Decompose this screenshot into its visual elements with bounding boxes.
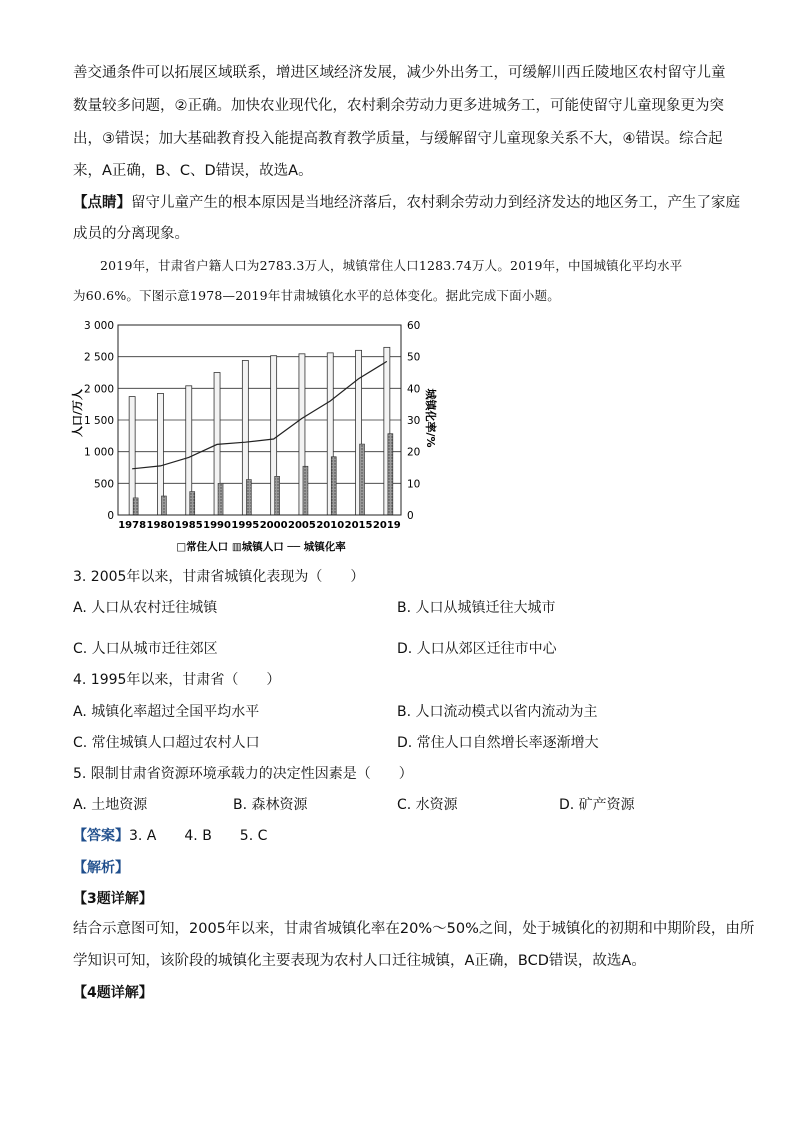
x-axis-ticks: [118, 520, 401, 531]
text-line: 出，③错误；加大基础教育投入能提高教育教学质量，与缓解留守儿童现象关系不大，④错误。综合起: [73, 131, 723, 147]
y-left-tick-label: 0: [107, 510, 114, 522]
bar-urban: [360, 444, 365, 515]
y-right-tick-label: 0: [407, 510, 414, 522]
bar-urban: [161, 496, 166, 515]
detail4-tag: 【4题详解】: [73, 985, 153, 1001]
x-tick-label: 1980: [146, 520, 175, 531]
x-tick-label: 2005: [288, 520, 316, 531]
bar-resident: [129, 397, 135, 515]
analysis-tag: 【解析】: [73, 860, 129, 876]
dianjing-text: 留守儿童产生的根本原因是当地经济落后，农村剩余劳动力到经济发达的地区务工，产生了家庭: [131, 195, 740, 211]
option: D. 矿产资源: [559, 797, 635, 813]
option: C. 常住城镇人口超过农村人口: [73, 735, 260, 751]
x-tick-label: 2010: [316, 520, 345, 531]
option: B. 人口流动模式以省内流动为主: [397, 704, 598, 720]
chart-bars: [129, 347, 393, 515]
chart-legend: □常住人口 ▥城镇人口 ── 城镇化率: [176, 541, 346, 553]
option: C. 水资源: [397, 797, 458, 813]
option: B. 森林资源: [233, 797, 308, 813]
dianjing-tag: 【点睛】: [73, 195, 131, 211]
y-right-tick-label: 10: [407, 478, 421, 491]
detail3-tag: 【3题详解】: [73, 891, 153, 907]
left-axis-ticks: [84, 320, 114, 522]
x-tick-label: 2019: [372, 520, 401, 531]
y-left-tick-label: 2 000: [83, 383, 114, 396]
option: C. 人口从城市迁往郊区: [73, 641, 218, 657]
text-line: 成员的分离现象。: [73, 226, 189, 242]
question-stem: 5. 限制甘肃省资源环境承载力的决定性因素是（ ）: [73, 766, 413, 782]
y-right-tick-label: 30: [407, 415, 421, 427]
text-line: 学知识可知，该阶段的城镇化主要表现为农村人口迁往城镇，A正确，BCD错误，故选A。: [73, 953, 646, 969]
y-right-label: 城镇化率/%: [424, 388, 437, 448]
option: A. 土地资源: [73, 797, 148, 813]
option: A. 人口从农村迁往城镇: [73, 600, 218, 616]
bar-urban: [133, 498, 138, 515]
dianjing-line: [73, 192, 740, 214]
text-line: 来，A正确，B、C、D错误，故选A。: [73, 163, 313, 179]
x-tick-label: 1995: [231, 520, 260, 531]
y-right-tick-label: 20: [407, 446, 421, 459]
y-left-tick-label: 2 500: [83, 351, 114, 364]
answer-text: 3. A 4. B 5. C: [129, 828, 268, 844]
bar-urban: [303, 466, 308, 515]
bar-urban: [218, 483, 223, 515]
right-axis-ticks: [407, 320, 420, 522]
y-left-tick-label: 3 000: [83, 320, 114, 332]
bar-urban: [246, 480, 251, 515]
option: B. 人口从城镇迁往大城市: [397, 600, 556, 616]
question-stem: 3. 2005年以来，甘肃省城镇化表现为（ ）: [73, 569, 365, 585]
y-right-tick-label: 60: [407, 320, 421, 332]
option: A. 城镇化率超过全国平均水平: [73, 704, 260, 720]
x-tick-label: 1985: [174, 520, 203, 531]
answer-tag: 【答案】: [73, 828, 129, 844]
bar-urban: [275, 476, 280, 515]
text-line: 数量较多问题，②正确。加快农业现代化，农村剩余劳动力更多进城务工，可能使留守儿童现象更为突: [73, 98, 724, 114]
y-right-tick-label: 40: [407, 383, 421, 396]
x-tick-label: 1990: [203, 520, 231, 531]
urbanization-rate-line: [132, 361, 387, 468]
option: D. 人口从郊区迁往市中心: [397, 641, 557, 657]
urbanization-chart: [71, 313, 437, 558]
answer-line: [73, 826, 267, 846]
bar-urban: [331, 457, 336, 515]
y-left-tick-label: 1 000: [83, 446, 114, 459]
bar-urban: [190, 492, 195, 515]
y-left-label: 人口/万人: [71, 388, 84, 438]
x-tick-label: 1978: [118, 520, 147, 531]
y-right-tick-label: 50: [407, 351, 421, 364]
x-tick-label: 2015: [344, 520, 373, 531]
text-line: 善交通条件可以拓展区域联系，增进区域经济发展，减少外出务工，可缓解川西丘陵地区农村留守儿童: [73, 65, 726, 81]
y-left-tick-label: 500: [93, 478, 114, 491]
bar-urban: [388, 434, 393, 515]
passage-line: 为60.6%。下图示意1978—2019年甘肃城镇化水平的总体变化。据此完成下面小题。: [73, 288, 560, 303]
question-stem: 4. 1995年以来，甘肃省（ ）: [73, 672, 281, 688]
x-tick-label: 2000: [259, 520, 288, 531]
option: D. 常住人口自然增长率逐渐增大: [397, 735, 599, 751]
text-line: 结合示意图可知，2005年以来，甘肃省城镇化率在20%～50%之间，处于城镇化的初期和中期阶段，由所: [73, 921, 755, 937]
y-left-tick-label: 1 500: [83, 415, 114, 427]
passage-line: 2019年，甘肃省户籍人口为2783.3万人，城镇常住人口1283.74万人。2019年，中国城镇化平均水平: [100, 258, 683, 273]
